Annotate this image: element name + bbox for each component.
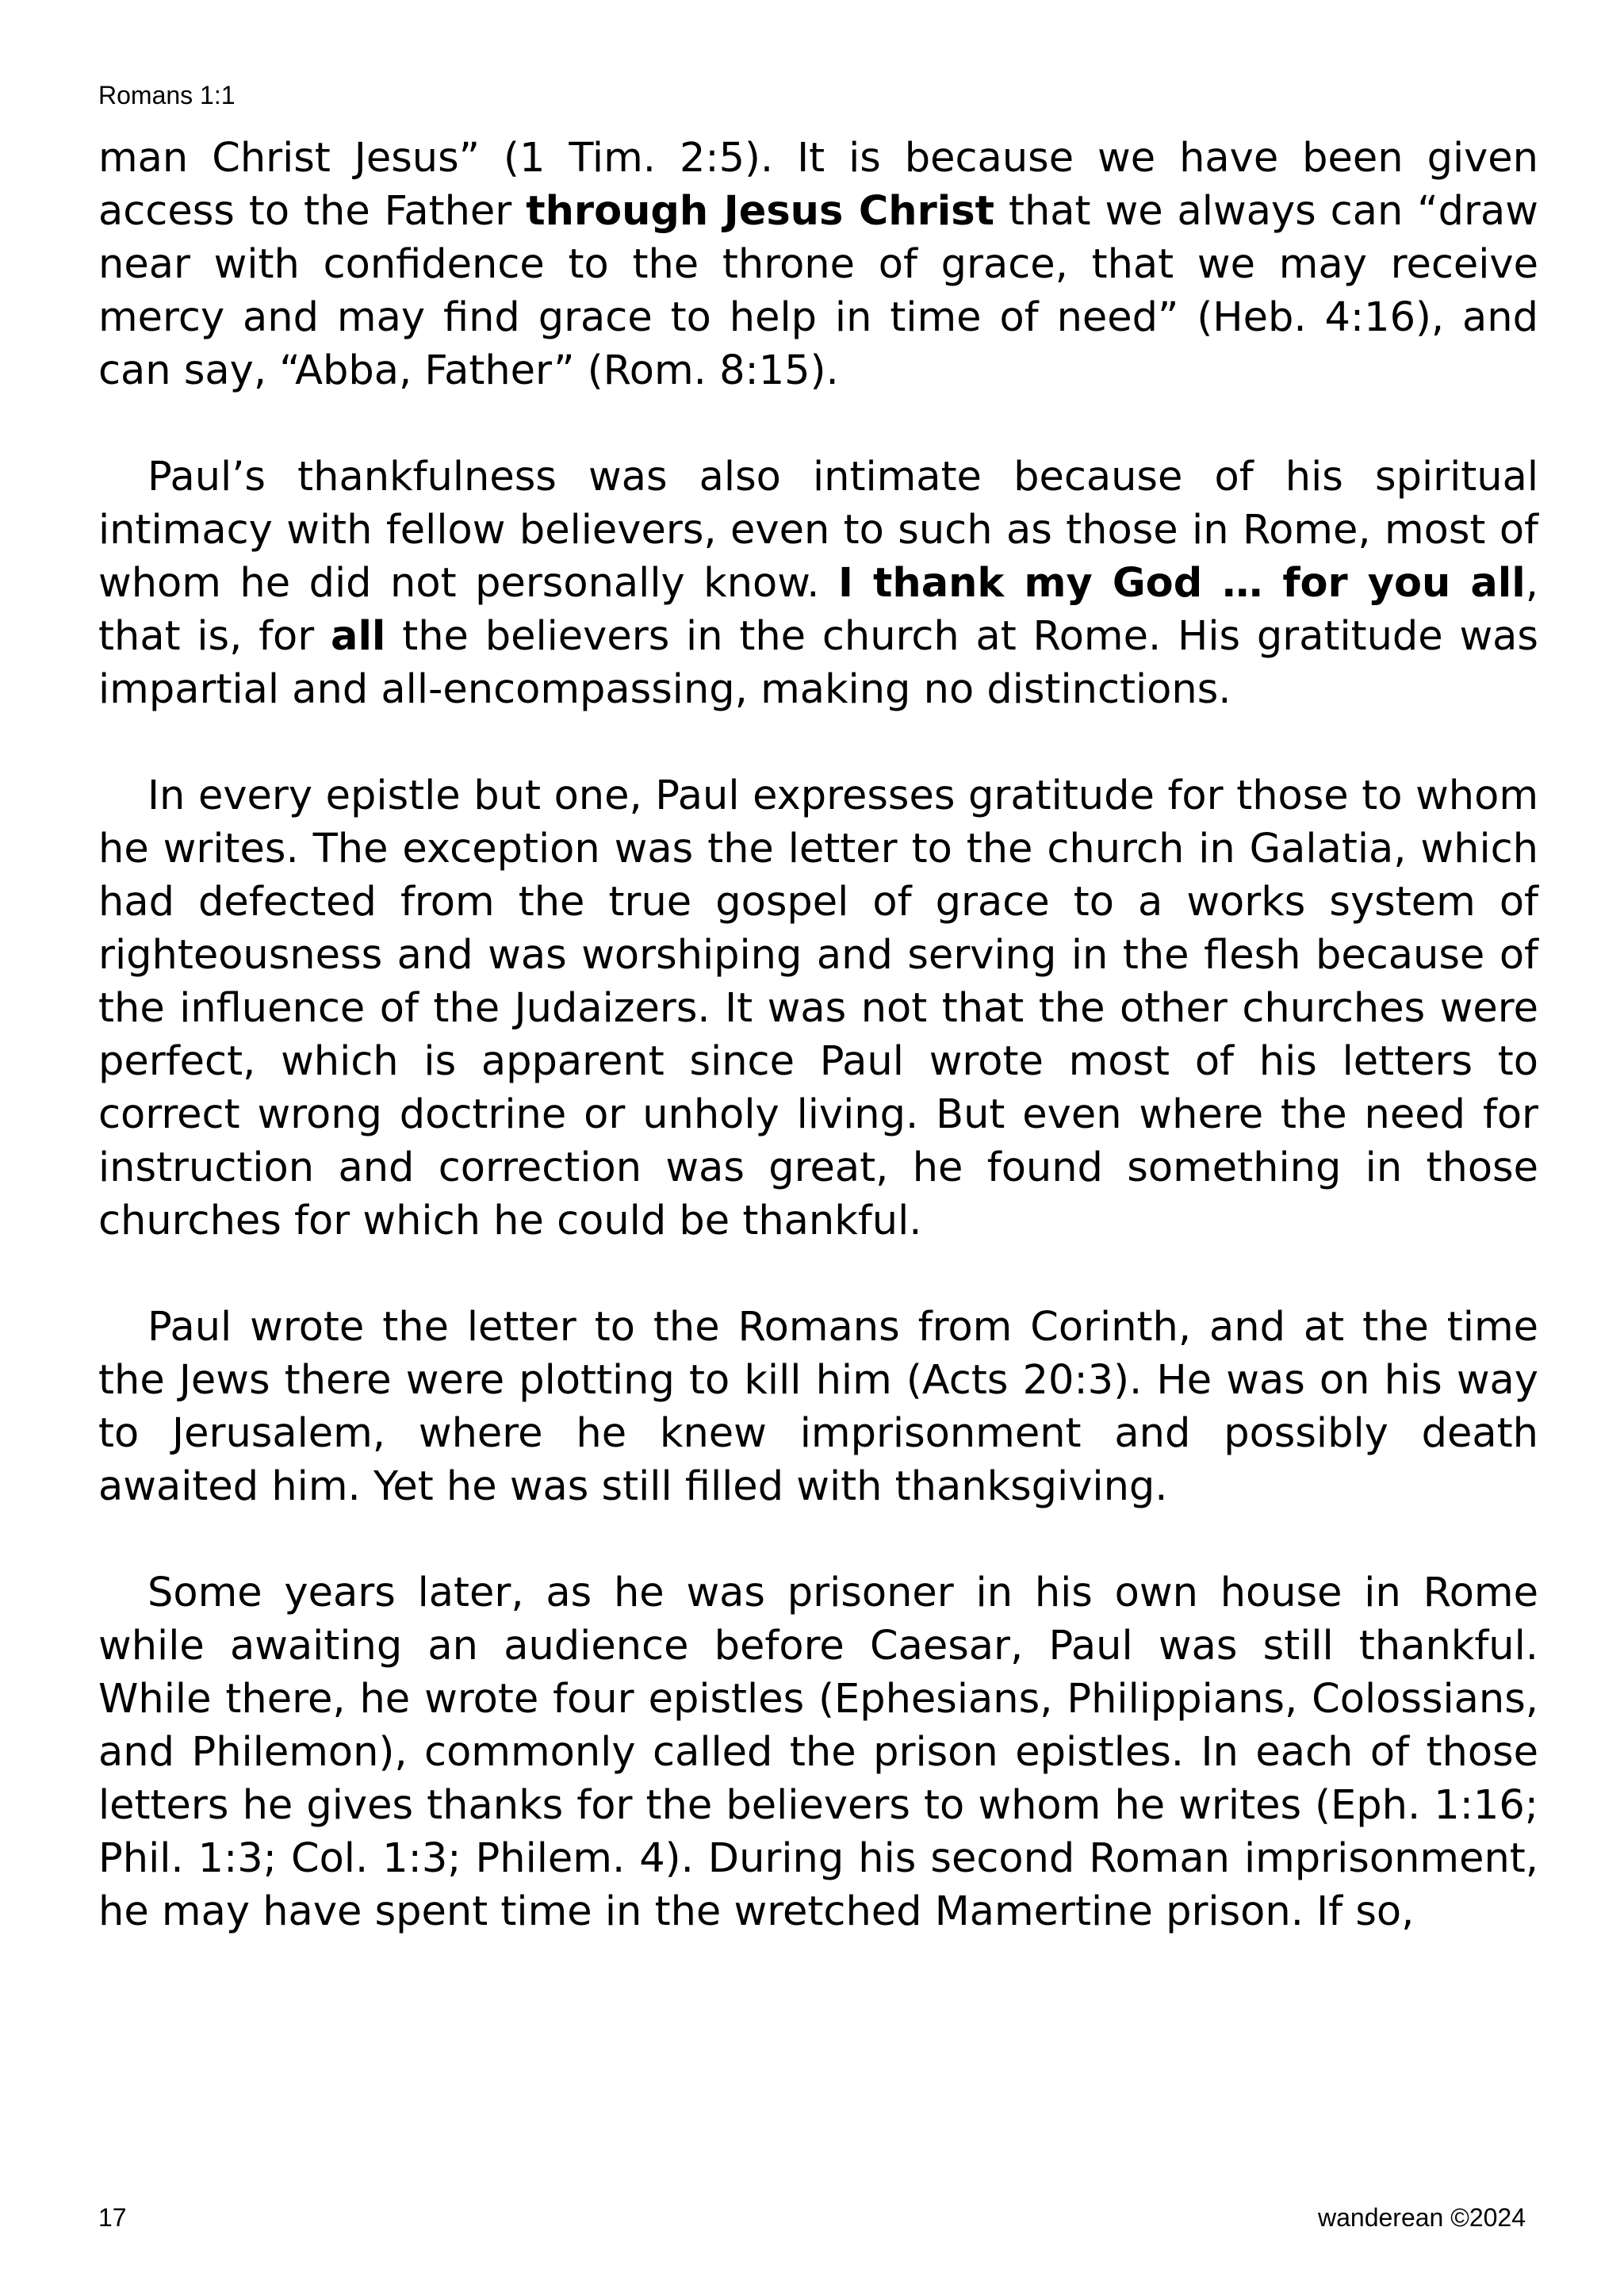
paragraph-2	[98, 450, 1538, 716]
text-run: Paul’s thankfulness was also intimate because of his spiritual intimacy with fellow believers, even to such as those in Rome, most of whom he did not personally know.	[98, 454, 1538, 607]
page-number: 17	[98, 2203, 127, 2232]
text-run: that we always can “draw near with confidence to the throne of grace, that we may receive mercy and may find grace to help in time of need” (Heb. 4:16), and can say, “Abba, Father” (Rom. 8:15).	[98, 188, 1538, 394]
text-run: man Christ Jesus” (1 Tim. 2:5). It is because we have been given access to the Father	[98, 135, 1538, 235]
bold-run: I thank my God … for you all	[837, 560, 1526, 607]
text-run: the believers in the church at Rome. His gratitude was impartial and all-encompassing, making no distinctions.	[98, 613, 1539, 713]
paragraph-4	[98, 1301, 1538, 1513]
bold-run: through Jesus Christ	[526, 188, 994, 235]
paragraph-5	[98, 1566, 1538, 1938]
running-header: Romans 1:1	[98, 81, 236, 109]
bold-run: all	[331, 613, 386, 660]
paragraph-1	[98, 132, 1538, 397]
text-run: , that is, for	[98, 560, 1538, 660]
paragraph-3	[98, 769, 1538, 1248]
copyright-notice: wanderean ©2024	[1318, 2203, 1526, 2232]
body-text	[98, 132, 1538, 1938]
text-run: Paul wrote the letter to the Romans from Corinth, and at the time the Jews there were plotting to kill him (Acts 20:3). He was on his way to Jerusalem, where he knew imprisonment and possibly death awaited him. Yet he was still filled with thanksgiving.	[98, 1304, 1538, 1510]
text-run: In every epistle but one, Paul expresses gratitude for those to whom he writes. The exception was the letter to the church in Galatia, which had defected from the true gospel of grace to a works system of righteousness and was worshiping and serving in the flesh because of the influence of the Judaizers. It was not that the other churches were perfect, which is apparent since Paul wrote most of his letters to correct wrong doctrine or unholy living. But even where the need for instruction and correction was great, he found something in those churches for which he could be thankful.	[98, 772, 1538, 1244]
text-run: Some years later, as he was prisoner in his own house in Rome while awaiting an audience before Caesar, Paul was still thankful. While there, he wrote four epistles (Ephesians, Philippians, Colossians, and Philemon), commonly called the prison epistles. In each of those letters he gives thanks for the believers to whom he writes (Eph. 1:16; Phil. 1:3; Col. 1:3; Philem. 4). During his second Roman imprisonment, he may have spent time in the wretched Mamertine prison. If so,	[98, 1570, 1538, 1935]
